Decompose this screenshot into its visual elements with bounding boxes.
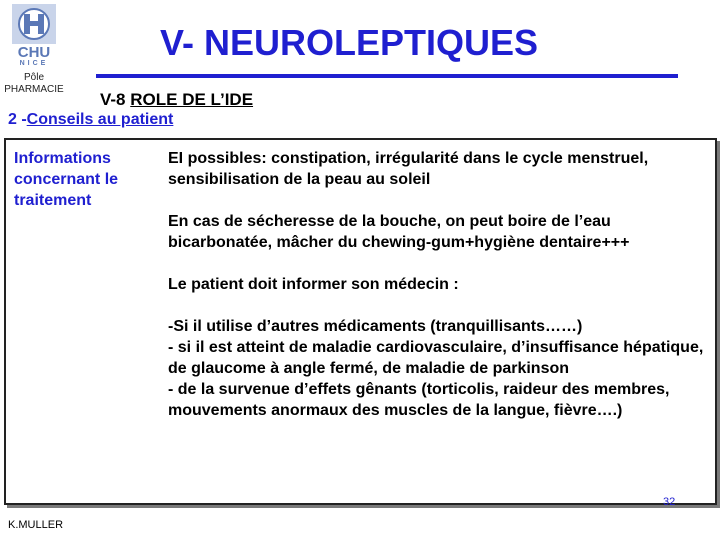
paragraph-dry-mouth: En cas de sécheresse de la bouche, on peut boire de l’eau bicarbonatée, mâcher du chewing-gum+hygiène dentaire+++ bbox=[168, 213, 630, 251]
pole-line-1: Pôle bbox=[23, 72, 44, 83]
slide-subtitle bbox=[100, 90, 253, 110]
pole-label bbox=[0, 72, 68, 96]
paragraph-inform-doctor: Le patient doit informer son médecin : bbox=[168, 276, 459, 293]
content-table bbox=[4, 138, 717, 508]
subtitle-underlined: ROLE DE L’IDE bbox=[130, 90, 254, 109]
list-item: - de la survenue d’effets gênants (torticolis, raideur des membres, mouvements anormaux des muscles de la langue, fièvre….) bbox=[168, 381, 670, 419]
list-item: - si il est atteint de maladie cardiovasculaire, d’insuffisance hépatique, de glaucome à angle fermé, de maladie de parkinson bbox=[168, 339, 704, 377]
title-underline-rule bbox=[96, 74, 678, 78]
chu-nice-logo bbox=[8, 4, 60, 76]
table-right-cell bbox=[168, 148, 713, 421]
logo-nice-text: NICE bbox=[19, 60, 49, 67]
subtitle-prefix: V-8 bbox=[100, 90, 131, 109]
section-prefix: 2 - bbox=[8, 111, 27, 128]
author-footer: K.MULLER bbox=[8, 519, 64, 531]
table-left-cell: Informations concernant le traitement bbox=[14, 150, 119, 209]
page-number: 32 bbox=[663, 496, 676, 508]
section-underlined: Conseils au patient bbox=[26, 111, 174, 128]
chu-logo-icon bbox=[12, 4, 56, 44]
section-heading bbox=[8, 111, 173, 129]
slide-title: V- NEUROLEPTIQUES bbox=[160, 22, 539, 63]
pole-line-2: PHARMACIE bbox=[4, 84, 64, 95]
list-item: -Si il utilise d’autres médicaments (tranquillisants……) bbox=[168, 318, 583, 335]
logo-chu-text: CHU bbox=[17, 44, 51, 61]
paragraph-side-effects: EI possibles: constipation, irrégularité dans le cycle menstruel, sensibilisation de la peau au soleil bbox=[168, 150, 649, 188]
